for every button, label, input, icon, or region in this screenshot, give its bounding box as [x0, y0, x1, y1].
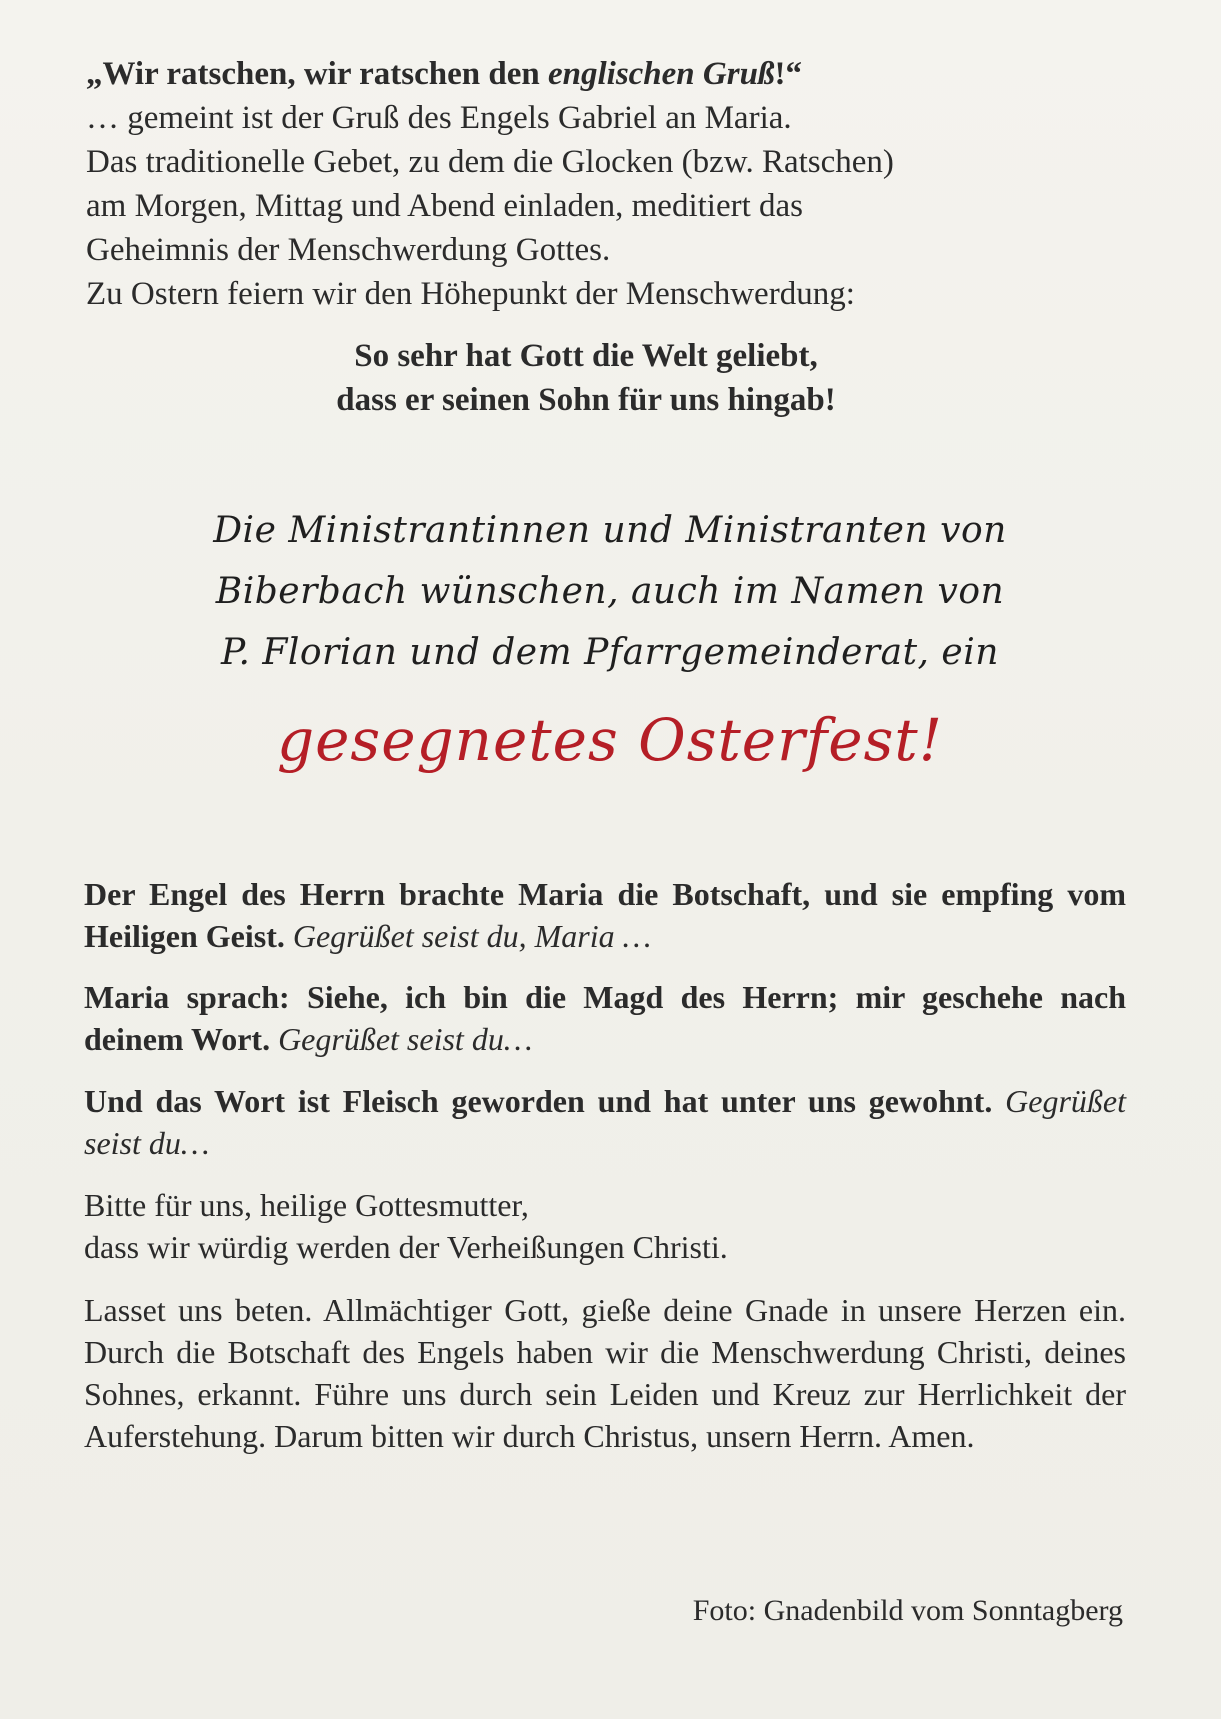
verse-line: So sehr hat Gott die Welt geliebt,	[354, 338, 818, 374]
prayer-1-italic: Gegrüßet seist du, Maria …	[292, 918, 652, 954]
quote-italic: englischen Gruß	[547, 56, 775, 92]
easter-greeting: gesegnetes Osterfest!	[276, 706, 944, 774]
quote-heading	[86, 52, 1146, 96]
prayer-paragraph-3	[84, 1080, 1126, 1164]
prayer-2-bold: Maria sprach: Siehe, ich bin die Magd des Herrn; mir geschehe nach deinem Wort.	[84, 979, 1126, 1057]
photo-credit: Foto: Gnadenbild vom Sonntagberg	[692, 1594, 1123, 1627]
wish-line: Die Ministrantinnen und Ministranten von	[213, 510, 1007, 551]
quote-prefix: „Wir ratschen, wir ratschen den	[86, 56, 548, 92]
prayer-paragraph-1	[84, 873, 1126, 957]
prayer-1-bold: Der Engel des Herrn brachte Maria die Botschaft, und sie empfing vom Heiligen Geist.	[84, 876, 1126, 954]
quote-suffix: !“	[774, 56, 802, 92]
prayer-2-italic: Gegrüßet seist du…	[278, 1021, 533, 1057]
prayer-paragraph-4	[84, 1184, 1126, 1268]
intro-block	[86, 52, 1146, 316]
intro-line: am Morgen, Mittag und Abend einladen, meditiert das	[86, 188, 803, 224]
wish-line: P. Florian und dem Pfarrgemeinderat, ein	[221, 632, 999, 673]
intro-line: … gemeint ist der Gruß des Engels Gabriel an Maria.	[86, 100, 792, 136]
prayer-paragraph-2	[84, 976, 1126, 1060]
prayer-4-line: dass wir würdig werden der Verheißungen Christi.	[84, 1229, 728, 1265]
intro-line: Geheimnis der Menschwerdung Gottes.	[86, 232, 611, 268]
intro-line: Das traditionelle Gebet, zu dem die Glocken (bzw. Ratschen)	[86, 144, 894, 180]
wish-block	[120, 500, 1100, 683]
prayer-4-line: Bitte für uns, heilige Gottesmutter,	[84, 1187, 529, 1223]
prayer-paragraph-5: Lasset uns beten. Allmächtiger Gott, gieße deine Gnade in unsere Herzen ein. Durch die Botschaft des Engels haben wir die Menschwerdung Christi, deines Sohnes, erkannt. Führe uns durch sein Leiden und Kreuz zur Herrlichkeit der Auferstehung. Darum bitten wir durch Christus, unsern Herrn. Amen.	[84, 1292, 1126, 1454]
prayer-3-italic: Gegrüßet seist du…	[84, 1083, 1127, 1161]
verse-block	[86, 334, 1086, 422]
prayer-3-bold: Und das Wort ist Fleisch geworden und hat unter uns gewohnt.	[84, 1083, 993, 1119]
verse-line: dass er seinen Sohn für uns hingab!	[336, 382, 836, 418]
intro-line: Zu Ostern feiern wir den Höhepunkt der Menschwerdung:	[86, 276, 855, 312]
wish-line: Biberbach wünschen, auch im Namen von	[215, 571, 1005, 612]
